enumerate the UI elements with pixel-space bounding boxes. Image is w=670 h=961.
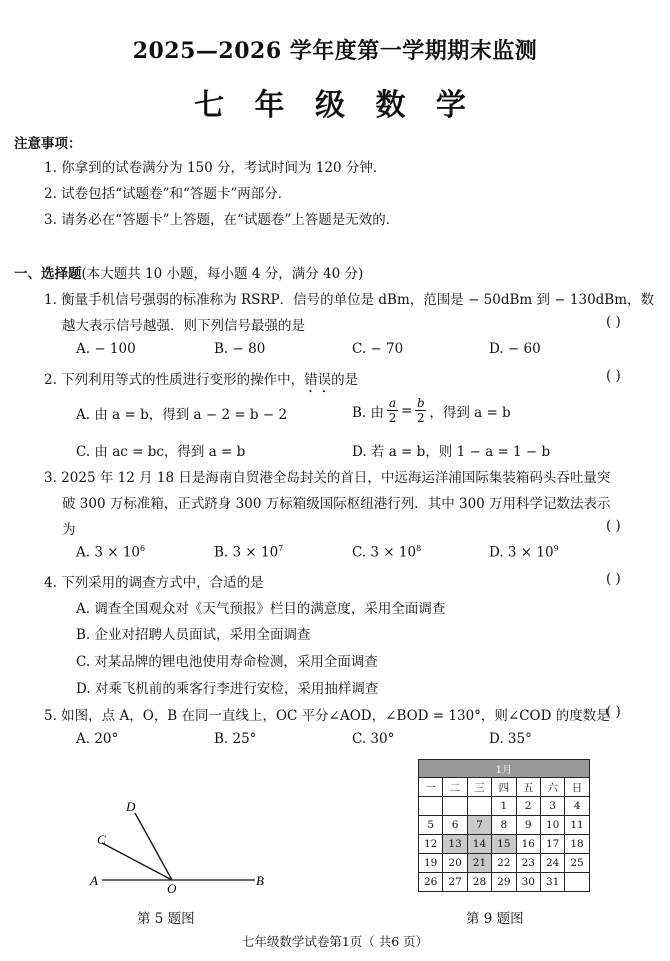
calendar-day: 5 <box>419 816 443 835</box>
calendar-day: 12 <box>419 835 443 854</box>
answer-paren: ( ) <box>606 314 621 330</box>
calendar-table <box>418 759 590 892</box>
calendar-weekday: 六 <box>540 778 564 797</box>
label-o: O <box>167 881 177 895</box>
calendar-day <box>565 873 589 892</box>
calendar-weekday: 五 <box>516 778 540 797</box>
calendar-day: 30 <box>516 873 540 892</box>
calendar-day: 17 <box>540 835 564 854</box>
q3-stem-line3: 为 <box>62 522 76 538</box>
calendar-day: 15 <box>492 835 516 854</box>
q5-option-a: A. 20° <box>76 731 119 747</box>
q2-b-pre: B. 由 <box>352 404 385 421</box>
answer-paren: ( ) <box>606 704 621 720</box>
calendar-day: 14 <box>467 835 491 854</box>
calendar-day: 23 <box>516 854 540 873</box>
q3-option-c: C. $3 \times 10^8$ <box>352 544 422 561</box>
calendar-day: 9 <box>516 816 540 835</box>
calendar-day: 22 <box>492 854 516 873</box>
q2-b-post: ，得到 a = b <box>429 404 511 421</box>
q1-option-a: A. − 100 <box>76 341 136 357</box>
q2-stem-c: 的是 <box>331 372 359 388</box>
subject-title: 七 年 级 数 学 <box>194 88 476 123</box>
notice-item: 2. 试卷包括“试题卷”和“答题卡”两部分． <box>44 186 292 202</box>
section-desc: (本大题共 10 小题，每小题 4 分，满分 40 分) <box>81 266 364 282</box>
q4-option-c: C. 对某品牌的锂电池使用寿命检测，采用全面调查 <box>76 654 378 670</box>
calendar-weekday: 一 <box>419 778 443 797</box>
section-heading <box>14 262 363 282</box>
calendar-week-row <box>419 854 590 873</box>
fraction-numerator: a <box>388 396 397 410</box>
notice-heading: 注意事项： <box>14 136 82 152</box>
label-a: A <box>90 873 98 888</box>
fraction-denominator: 2 <box>388 411 397 425</box>
calendar-day: 21 <box>467 854 491 873</box>
answer-paren: ( ) <box>606 368 621 384</box>
calendar-day: 31 <box>540 873 564 892</box>
calendar-day: 24 <box>540 854 564 873</box>
calendar-day: 20 <box>443 854 467 873</box>
figure-5-caption: 第 5 题图 <box>137 911 195 927</box>
q1-option-c: C. − 70 <box>352 341 404 357</box>
calendar-day: 28 <box>467 873 491 892</box>
calendar-day: 7 <box>467 816 491 835</box>
q1-option-d: D. − 60 <box>489 341 541 357</box>
calendar-day: 27 <box>443 873 467 892</box>
q2-option-c: C. 由 ac = bc，得到 a = b <box>76 444 246 460</box>
calendar-day: 3 <box>540 797 564 816</box>
q2-option-a: A. 由 a = b，得到 a − 2 = b − 2 <box>76 407 288 423</box>
q3-option-d: D. $3 \times 10^9$ <box>489 544 559 561</box>
exam-title: 2025—2026 学年度第一学期期末监测 <box>132 38 538 64</box>
calendar-day: 18 <box>565 835 589 854</box>
calendar-day: 25 <box>565 854 589 873</box>
calendar-day: 6 <box>443 816 467 835</box>
calendar-day: 1 <box>492 797 516 816</box>
calendar-day: 4 <box>565 797 589 816</box>
calendar-day: 11 <box>565 816 589 835</box>
fraction <box>415 396 426 425</box>
fraction-numerator: b <box>416 396 425 410</box>
calendar-weekday: 二 <box>443 778 467 797</box>
calendar-day: 10 <box>540 816 564 835</box>
calendar-weekday: 日 <box>565 778 589 797</box>
q5-stem: 5. 如图，点 A，O，B 在同一直线上，OC 平分∠AOD，∠BOD = 130°，则∠COD 的度数是 <box>44 708 610 724</box>
q5-option-d: D. 35° <box>489 731 532 747</box>
q2-option-b <box>352 396 511 425</box>
q3-stem-line2: 破 300 万标准箱，正式跻身 300 万标箱级国际枢纽港行列．其中 300 万用科学记数法表示 <box>62 496 611 512</box>
q4-option-a: A. 调查全国观众对《天气预报》栏目的满意度，采用全面调查 <box>76 601 446 617</box>
calendar-day: 29 <box>492 873 516 892</box>
calendar-week-row <box>419 835 590 854</box>
q2-stem <box>44 368 358 396</box>
q2-emphasis: 错误 <box>304 372 332 388</box>
calendar-day: 16 <box>516 835 540 854</box>
calendar-month: 1月 <box>419 760 590 778</box>
label-c: C <box>97 832 106 847</box>
calendar-day <box>443 797 467 816</box>
answer-paren: ( ) <box>606 571 621 587</box>
calendar-day: 8 <box>492 816 516 835</box>
notice-item: 1. 你拿到的试卷满分为 150 分，考试时间为 120 分钟． <box>44 160 387 176</box>
q4-option-d: D. 对乘飞机前的乘客行李进行安检，采用抽样调查 <box>76 681 379 697</box>
calendar-figure <box>418 759 590 892</box>
calendar-day <box>467 797 491 816</box>
section-title: 一、选择题 <box>14 266 82 282</box>
calendar-week-row <box>419 816 590 835</box>
calendar-day: 13 <box>443 835 467 854</box>
q1-option-b: B. − 80 <box>214 341 266 357</box>
calendar-week-row <box>419 797 590 816</box>
q5-option-b: B. 25° <box>214 731 257 747</box>
label-d: D <box>126 799 136 814</box>
fraction <box>387 396 398 425</box>
q1-stem-line1: 1. 衡量手机信号强弱的标准称为 RSRP．信号的单位是 dBm，范围是 − 50dBm 到 − 130dBm，数 <box>44 292 655 308</box>
figure-9-caption: 第 9 题图 <box>466 911 524 927</box>
fraction-denominator: 2 <box>417 411 425 425</box>
answer-paren: ( ) <box>606 518 621 534</box>
label-b: B <box>256 873 264 888</box>
q4-stem: 4. 下列采用的调查方式中，合适的是 <box>44 575 264 591</box>
calendar-day: 26 <box>419 873 443 892</box>
q3-option-b: B. $3 \times 10^7$ <box>214 544 284 561</box>
q2-stem-a: 2. 下列利用等式的性质进行变形的操作中， <box>44 372 305 388</box>
calendar-weekday: 三 <box>467 778 491 797</box>
q3-option-a: A. $3 \times 10^6$ <box>76 544 146 561</box>
q3-stem-line1: 3. 2025 年 12 月 18 日是海南自贸港全岛封关的首日，中远海运洋浦国际集装箱码头吞吐量突 <box>44 470 611 486</box>
figure-5-diagram <box>80 795 280 895</box>
q2-option-d: D. 若 a = b，则 1 − a = 1 − b <box>352 444 551 460</box>
calendar-day <box>419 797 443 816</box>
q4-option-b: B. 企业对招聘人员面试，采用全面调查 <box>76 627 311 643</box>
calendar-day: 2 <box>516 797 540 816</box>
page-footer: 七年级数学试卷第1页（ 共6 页） <box>241 934 429 949</box>
calendar-day: 19 <box>419 854 443 873</box>
calendar-week-row <box>419 873 590 892</box>
notice-item: 3. 请务必在“答题卡”上答题，在“试题卷”上答题是无效的． <box>44 212 400 228</box>
q1-stem-line2: 越大表示信号越强．则下列信号最强的是 <box>62 318 305 334</box>
q5-option-c: C. 30° <box>352 731 395 747</box>
calendar-weekday: 四 <box>492 778 516 797</box>
equals-sign: = <box>401 402 413 419</box>
